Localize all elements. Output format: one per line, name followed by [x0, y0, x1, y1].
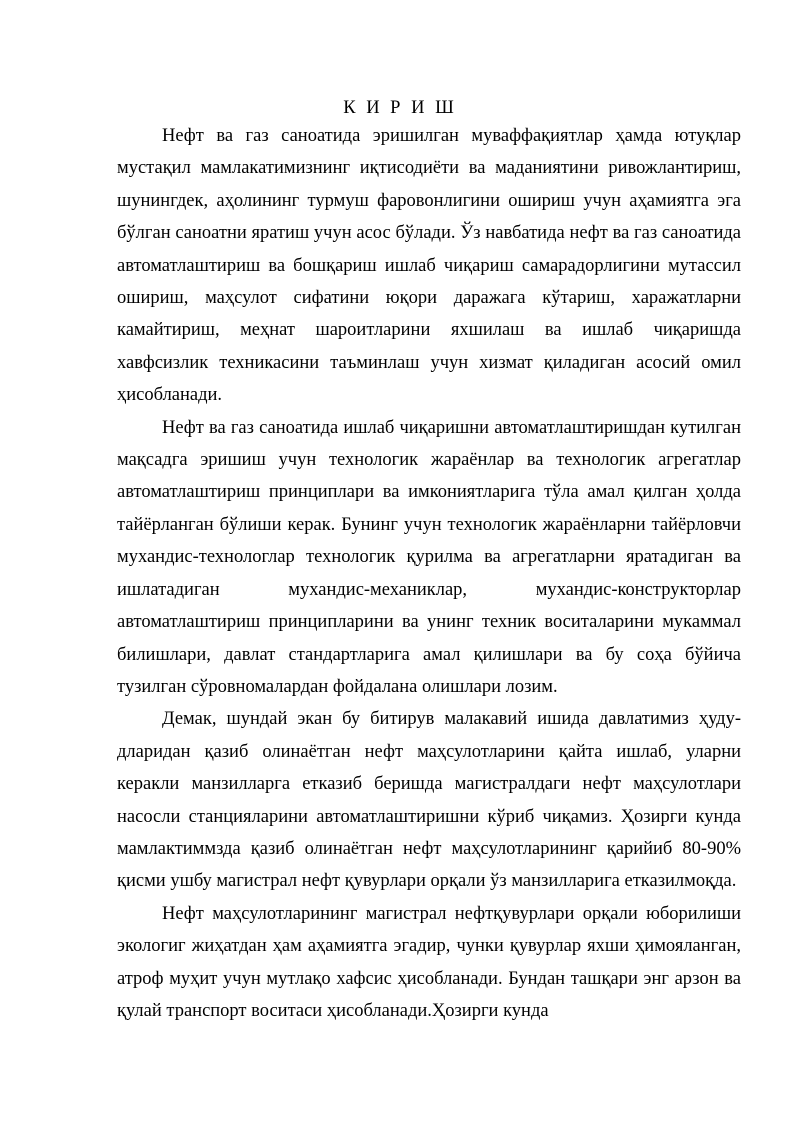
paragraph-pipeline-benefits: Нефт маҳсулотларининг магистрал нефтқувурлари орқали юборилиши экологиг жиҳатдан ҳам аҳамиятга эгадир, чунки қувурлар яхши ҳимояланган, атроф муҳит учун мутлақо хафсис ҳисобланади. Бундан ташқари энг арзон ва қулай транспорт воситаси ҳисобланади.Ҳозирги кунда — [117, 903, 741, 1021]
page-title: К И Р И Ш — [343, 98, 457, 118]
paragraph-intro: Нефт ва газ саноатида эришилган муваффақиятлар ҳамда ютуқлар мустақил мамлакатимизнинг иқтисодиёти ва маданиятини ривожлантириш, шунингдек, аҳолининг турмуш фаровонлигини ошириш учун аҳамиятга эга бўлган саноатни яратиш учун асос бўлади. Ўз навбатида нефт ва газ саноатида автоматлаштириш ва бошқариш ишлаб чиқариш самарадорлигини мутассил ошириш, маҳсулот сифатини юқори даражага кўтариш, харажатларни камайтириш, меҳнат шароитларини яхшилаш ва ишлаб чиқаришда хавфсизлик техникасини таъминлаш учун хизмат қиладиган асосий омил ҳисобланади. — [117, 126, 741, 406]
paragraph-automation-goals: Нефт ва газ саноатида ишлаб чиқаришни автоматлаштиришдан кутилган мақсадга эришиш учун технологик жараёнлар ва технологик агрегатлар автоматлаштириш принциплари ва имкониятларига тўла амал қилган ҳолда тайёрланган бўлиши керак. Бунинг учун технологик жараёнларни тайёрловчи мухандис-технологлар технологик қурилма ва агрегатларни яратадиган ва ишлатадиган мухандис-механиклар, мухандис-конструкторлар автоматлаштириш принципларини ва унинг техник воситаларини мукаммал билишлари, давлат стандартларига амал қилишлари ва бу соҳа бўйича тузилган сўровномалардан фойдалана олишлари лозим. — [117, 417, 741, 697]
paragraph-thesis-scope: Демак, шундай экан бу битирув малакавий ишида давлатимиз ҳуду-дларидан қазиб олинаётган нефт маҳсулотларини қайта ишлаб, уларни керакли манзилларга етказиб беришда магистралдаги нефт маҳсулотлари насосли станцияларини автоматлаштиришни кўриб чиқамиз. Ҳозирги кунда мамлактиммзда қазиб олинаётган нефт маҳсулотларининг қарийиб 80-90% қисми ушбу магистрал нефт қувурлари орқали ўз манзилларига етказилмоқда. — [117, 709, 741, 892]
document-body — [117, 120, 741, 1027]
